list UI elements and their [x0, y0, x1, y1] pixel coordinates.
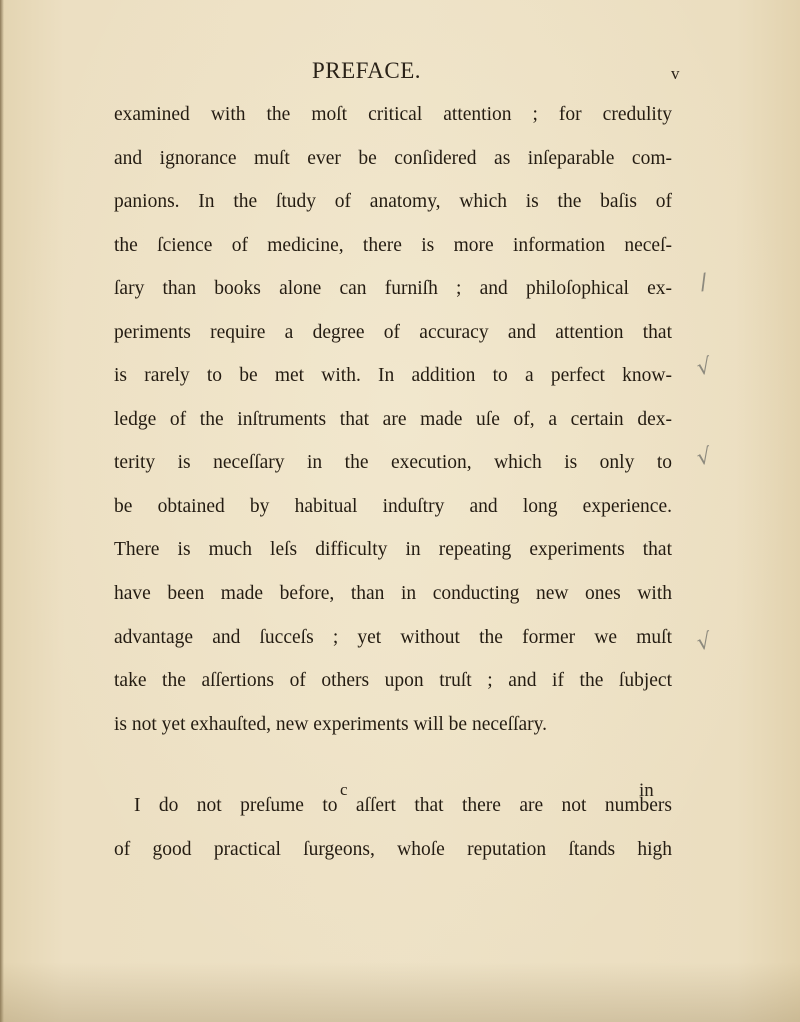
page-number: v — [671, 64, 680, 83]
text-line: I do not preſume to aſſert that there are not numbers — [134, 795, 672, 817]
text-line: advantage and ſucceſs ; yet without the former we muſt — [114, 626, 672, 648]
running-head: PREFACE. — [312, 58, 422, 83]
text-line: be obtained by habitual induſtry and long experience. — [114, 495, 672, 517]
paragraph-break — [114, 746, 672, 784]
page-header — [0, 52, 800, 92]
signature-mark: c — [340, 780, 348, 799]
page-shadow — [0, 962, 800, 1022]
text-line: periments require a degree of accuracy and attention that — [114, 321, 672, 343]
text-line: ſary than books alone can furniſh ; and philoſophical ex- — [114, 278, 672, 300]
text-line: There is much leſs difficulty in repeating experiments that — [114, 539, 672, 561]
margin-check-mark: √ — [694, 443, 714, 472]
page-edge — [0, 0, 4, 1022]
text-line: have been made before, than in conducting new ones with — [114, 583, 672, 605]
margin-check-mark: √ — [694, 628, 714, 657]
text-line: and ignorance muſt ever be conſidered as inſeparable com- — [114, 147, 672, 169]
catchword: in — [639, 780, 654, 801]
body-text — [114, 93, 672, 871]
text-line: is rarely to be met with. In addition to a perfect know- — [114, 365, 672, 387]
text-line: panions. In the ſtudy of anatomy, which is the baſis of — [114, 191, 672, 213]
text-line: terity is neceſſary in the execution, which is only to — [114, 452, 672, 474]
text-line: take the aſſertions of others upon truſt ; and if the ſubject — [114, 670, 672, 692]
text-line: of good practical ſurgeons, whoſe reputation ſtands high — [114, 838, 672, 860]
text-line: is not yet exhauſted, new experiments will be neceſſary. — [114, 713, 548, 735]
text-line: the ſcience of medicine, there is more information neceſ- — [114, 234, 672, 256]
text-line: ledge of the inſtruments that are made uſe of, a certain dex- — [114, 408, 672, 430]
margin-check-mark: √ — [694, 353, 714, 382]
page-footer — [0, 780, 800, 810]
margin-check-mark: / — [697, 269, 710, 296]
text-line: examined with the moſt critical attention ; for credulity — [114, 104, 672, 125]
